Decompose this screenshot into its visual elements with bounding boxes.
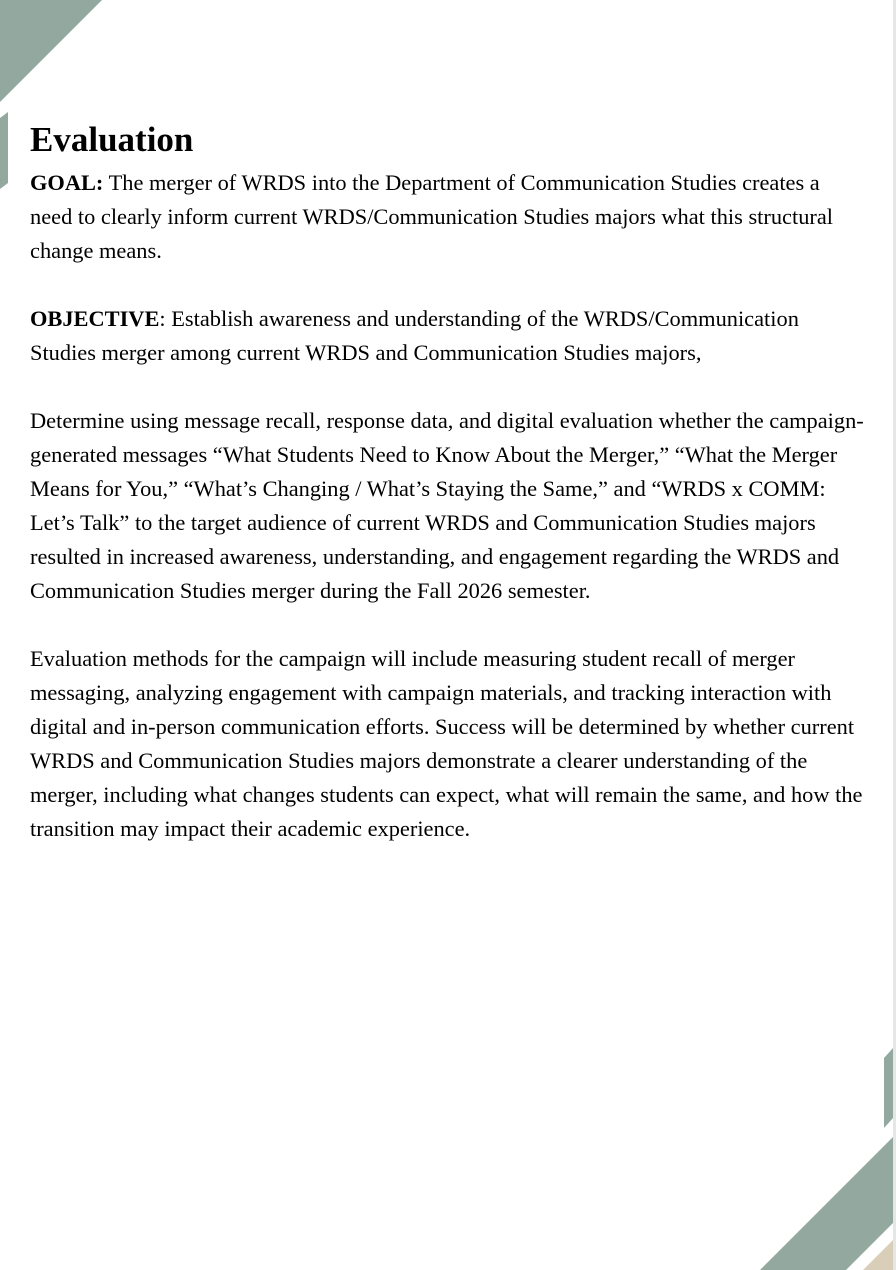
top-left-stripe	[0, 0, 102, 102]
page-title: Evaluation	[30, 120, 194, 159]
document-content	[30, 118, 866, 880]
objective-paragraph	[30, 302, 866, 370]
bottom-right-edge-strip	[884, 1048, 893, 1128]
bottom-right-stripe	[760, 1137, 893, 1270]
methods-paragraph: Evaluation methods for the campaign will include measuring student recall of merger messaging, analyzing engagement with campaign materials, and tracking interaction with digital and in-person communication efforts. Success will be determined by whether current WRDS and Communication Studies majors demonstrate a clearer understanding of the merger, including what changes students can expect, what will remain the same, and how the transition may impact their academic experience.	[30, 646, 863, 841]
goal-text: The merger of WRDS into the Department of Communication Studies creates a need to clearly inform current WRDS/Communication Studies majors what this structural change means.	[30, 170, 834, 263]
objective-label: OBJECTIVE	[30, 306, 160, 331]
determine-paragraph: Determine using message recall, response data, and digital evaluation whether the campaign-generated messages “What Students Need to Know About the Merger,” “What the Merger Means for You,” “What’s Changing / What’s Staying the Same,” and “WRDS x COMM: Let’s Talk” to the target audience of current WRDS and Communication Studies majors resulted in increased awareness, understanding, and engagement regarding the WRDS and Communication Studies merger during the Fall 2026 semester.	[30, 408, 864, 603]
top-left-edge-strip	[0, 112, 8, 189]
objective-text: : Establish awareness and understanding of the WRDS/Communication Studies merger among current WRDS and Communication Studies majors,	[30, 306, 799, 365]
goal-paragraph	[30, 166, 866, 268]
goal-label: GOAL:	[30, 170, 104, 195]
